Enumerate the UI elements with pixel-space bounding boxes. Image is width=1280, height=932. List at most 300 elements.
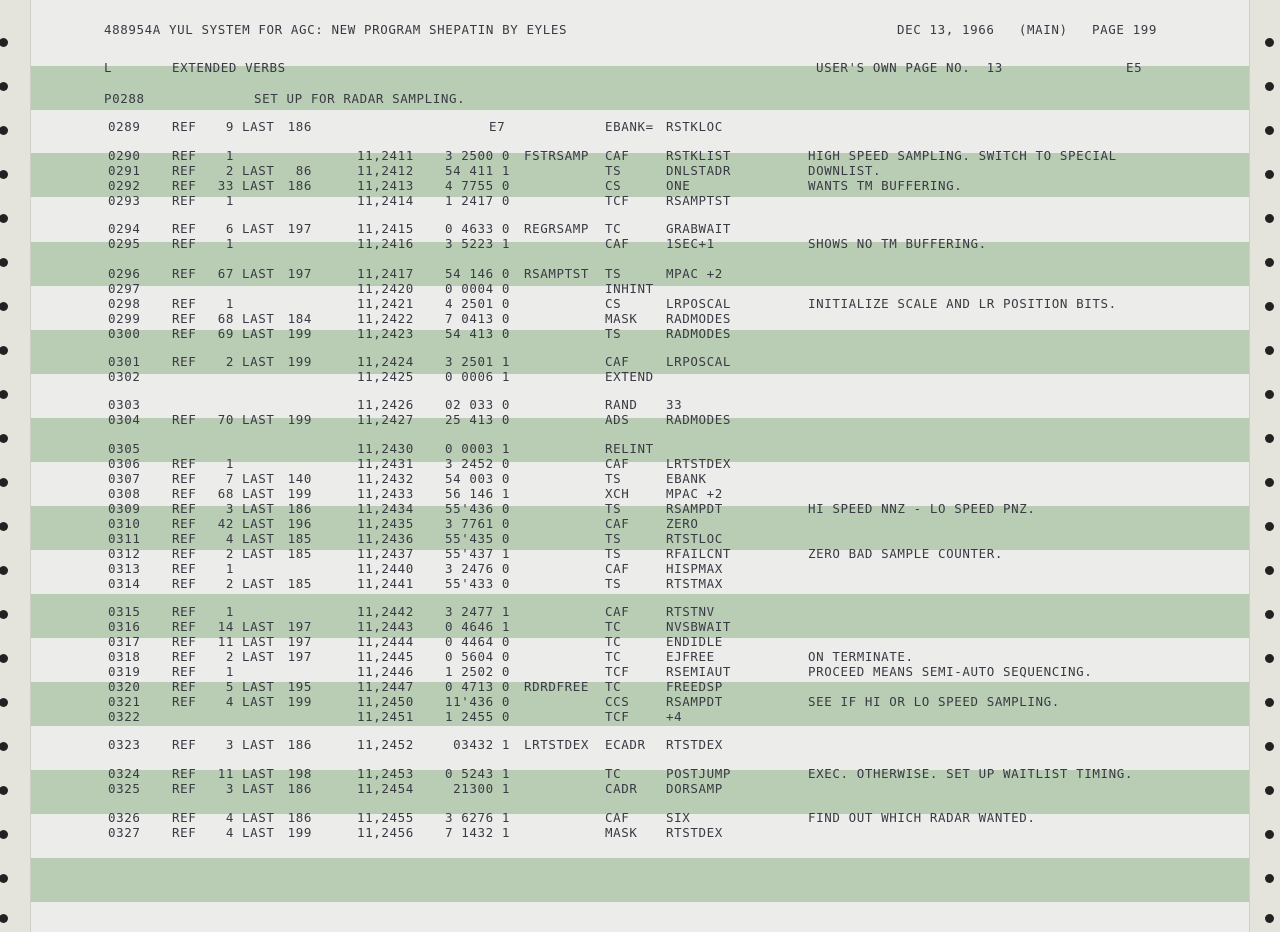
- row-cmt: PROCEED MEANS SEMI-AUTO SEQUENCING.: [808, 664, 1093, 679]
- row-addr: 11,2431: [357, 456, 414, 471]
- row-opd: ZERO: [666, 516, 699, 531]
- p-line-id: P0288: [104, 91, 145, 106]
- row-op: TS: [605, 576, 622, 591]
- row-opd: ENDIDLE: [666, 634, 723, 649]
- tractor-hole: [1265, 786, 1274, 795]
- tractor-hole: [1265, 654, 1274, 663]
- row-last: LAST: [242, 178, 275, 193]
- row-cnt: 4: [225, 531, 234, 546]
- row-opd: MPAC +2: [666, 486, 723, 501]
- row-opd: EBANK: [666, 471, 707, 486]
- row-op: TS: [605, 471, 622, 486]
- row-addr: 11,2444: [357, 634, 414, 649]
- row-cnt: 1: [225, 561, 234, 576]
- row-op: TC: [605, 221, 622, 236]
- row-code: 0 4713 0: [444, 679, 510, 694]
- row-opd: RSEMIAUT: [666, 664, 732, 679]
- row-cnt: 4: [225, 825, 234, 840]
- row-last: LAST: [242, 825, 275, 840]
- tractor-hole: [0, 566, 8, 575]
- tractor-hole: [0, 786, 8, 795]
- row-last: LAST: [242, 119, 275, 134]
- user-page-number: USER'S OWN PAGE NO. 13: [816, 60, 1003, 75]
- tractor-hole: [0, 874, 8, 883]
- row-ref: REF: [172, 471, 197, 486]
- row-last: LAST: [242, 737, 275, 752]
- row-code: 3 5223 1: [444, 236, 510, 251]
- row-cnt: 1: [225, 296, 234, 311]
- row-pg: 195: [287, 679, 312, 694]
- row-op: TS: [605, 501, 622, 516]
- row-code: 0 4633 0: [444, 221, 510, 236]
- row-ln: 0314: [108, 576, 141, 591]
- row-ln: 0320: [108, 679, 141, 694]
- row-pg: 185: [287, 546, 312, 561]
- row-addr: 11,2413: [357, 178, 414, 193]
- row-opd: ONE: [666, 178, 691, 193]
- row-op: MASK: [605, 311, 638, 326]
- row-ref: REF: [172, 649, 197, 664]
- tractor-hole: [0, 214, 8, 223]
- row-op: CAF: [605, 561, 630, 576]
- tractor-hole: [1265, 830, 1274, 839]
- row-ln: 0295: [108, 236, 141, 251]
- row-ref: REF: [172, 501, 197, 516]
- row-cnt: 33: [217, 178, 234, 193]
- row-ln: 0292: [108, 178, 141, 193]
- row-lbl: REGRSAMP: [524, 221, 590, 236]
- row-ln: 0306: [108, 456, 141, 471]
- row-op: ADS: [605, 412, 630, 427]
- row-pg: 185: [287, 531, 312, 546]
- row-cmt: EXEC. OTHERWISE. SET UP WAITLIST TIMING.: [808, 766, 1134, 781]
- row-ln: 0296: [108, 266, 141, 281]
- row-pg: 186: [287, 119, 312, 134]
- row-pg: 199: [287, 694, 312, 709]
- row-op: EBANK=: [605, 119, 654, 134]
- row-ln: 0324: [108, 766, 141, 781]
- row-addr: 11,2422: [357, 311, 414, 326]
- row-cmt: HI SPEED NNZ - LO SPEED PNZ.: [808, 501, 1036, 516]
- row-ref: REF: [172, 296, 197, 311]
- row-ln: 0311: [108, 531, 141, 546]
- row-code: 7 1432 1: [444, 825, 510, 840]
- row-addr: 11,2414: [357, 193, 414, 208]
- tractor-hole: [0, 434, 8, 443]
- row-addr: 11,2425: [357, 369, 414, 384]
- tractor-hole: [0, 346, 8, 355]
- row-ln: 0299: [108, 311, 141, 326]
- row-last: LAST: [242, 311, 275, 326]
- row-ln: 0290: [108, 148, 141, 163]
- row-last: LAST: [242, 694, 275, 709]
- row-ref: REF: [172, 486, 197, 501]
- row-ref: REF: [172, 266, 197, 281]
- row-code: 1 2455 0: [444, 709, 510, 724]
- row-cnt: 69: [217, 326, 234, 341]
- row-addr: 11,2423: [357, 326, 414, 341]
- row-cnt: 1: [225, 604, 234, 619]
- row-cnt: 68: [217, 486, 234, 501]
- row-ref: REF: [172, 163, 197, 178]
- row-last: LAST: [242, 486, 275, 501]
- row-ln: 0322: [108, 709, 141, 724]
- row-op: CADR: [605, 781, 638, 796]
- row-code: 3 6276 1: [444, 810, 510, 825]
- row-addr: 11,2437: [357, 546, 414, 561]
- tractor-hole: [0, 258, 8, 267]
- row-pg: 186: [287, 501, 312, 516]
- row-code: 4 2501 0: [444, 296, 510, 311]
- row-lbl: LRTSTDEX: [524, 737, 590, 752]
- row-opd: EJFREE: [666, 649, 715, 664]
- tractor-hole: [0, 126, 8, 135]
- row-opd: POSTJUMP: [666, 766, 732, 781]
- left-tractor-strip: [0, 0, 31, 932]
- row-ref: REF: [172, 412, 197, 427]
- row-cnt: 68: [217, 311, 234, 326]
- e7-marker: E7: [489, 119, 506, 134]
- row-opd: RTSTDEX: [666, 737, 723, 752]
- row-cmt: DOWNLIST.: [808, 163, 882, 178]
- row-addr: 11,2454: [357, 781, 414, 796]
- row-code: 55'433 0: [444, 576, 510, 591]
- row-addr: 11,2417: [357, 266, 414, 281]
- row-opd: RSAMPTST: [666, 193, 732, 208]
- row-op: CS: [605, 296, 622, 311]
- tractor-hole: [1265, 742, 1274, 751]
- row-ref: REF: [172, 221, 197, 236]
- row-ln: 0309: [108, 501, 141, 516]
- row-code: 54 146 0: [444, 266, 510, 281]
- row-ln: 0321: [108, 694, 141, 709]
- row-op: CAF: [605, 516, 630, 531]
- tractor-hole: [1265, 434, 1274, 443]
- row-last: LAST: [242, 679, 275, 694]
- row-addr: 11,2441: [357, 576, 414, 591]
- row-addr: 11,2436: [357, 531, 414, 546]
- row-ln: 0317: [108, 634, 141, 649]
- row-code: 03432 1: [453, 737, 510, 752]
- row-cnt: 1: [225, 664, 234, 679]
- row-pg: 199: [287, 354, 312, 369]
- row-addr: 11,2433: [357, 486, 414, 501]
- row-pg: 198: [287, 766, 312, 781]
- row-lbl: RDRDFREE: [524, 679, 590, 694]
- row-last: LAST: [242, 501, 275, 516]
- row-code: 54 003 0: [444, 471, 510, 486]
- row-addr: 11,2440: [357, 561, 414, 576]
- row-op: XCH: [605, 486, 630, 501]
- tractor-hole: [1265, 610, 1274, 619]
- row-pg: 197: [287, 619, 312, 634]
- row-ln: 0304: [108, 412, 141, 427]
- row-op: TS: [605, 266, 622, 281]
- tractor-hole: [0, 654, 8, 663]
- row-cnt: 42: [217, 516, 234, 531]
- row-ref: REF: [172, 694, 197, 709]
- row-addr: 11,2450: [357, 694, 414, 709]
- tractor-hole: [0, 914, 8, 923]
- row-op: TC: [605, 679, 622, 694]
- row-ref: REF: [172, 546, 197, 561]
- tractor-hole: [0, 38, 8, 47]
- row-addr: 11,2434: [357, 501, 414, 516]
- row-opd: HISPMAX: [666, 561, 723, 576]
- row-pg: 86: [295, 163, 312, 178]
- row-ln: 0315: [108, 604, 141, 619]
- row-ref: REF: [172, 737, 197, 752]
- row-ln: 0323: [108, 737, 141, 752]
- section-marker: L: [104, 60, 113, 75]
- row-ln: 0302: [108, 369, 141, 384]
- right-tractor-strip: [1249, 0, 1280, 932]
- tractor-hole: [0, 390, 8, 399]
- row-pg: 197: [287, 649, 312, 664]
- row-op: TS: [605, 163, 622, 178]
- tractor-hole: [0, 610, 8, 619]
- row-last: LAST: [242, 354, 275, 369]
- row-opd: SIX: [666, 810, 691, 825]
- row-code: 55'436 0: [444, 501, 510, 516]
- row-addr: 11,2424: [357, 354, 414, 369]
- row-last: LAST: [242, 619, 275, 634]
- tractor-hole: [1265, 874, 1274, 883]
- tractor-hole: [0, 742, 8, 751]
- row-cnt: 14: [217, 619, 234, 634]
- row-code: 0 4646 1: [444, 619, 510, 634]
- row-cnt: 3: [225, 501, 234, 516]
- row-opd: RSTKLOC: [666, 119, 723, 134]
- row-opd: LRTSTDEX: [666, 456, 732, 471]
- row-cmt: ZERO BAD SAMPLE COUNTER.: [808, 546, 1004, 561]
- tractor-hole: [1265, 126, 1274, 135]
- tractor-hole: [1265, 258, 1274, 267]
- row-opd: RSTKLIST: [666, 148, 732, 163]
- row-ln: 0327: [108, 825, 141, 840]
- page-code: E5: [1126, 60, 1143, 75]
- row-code: 3 2452 0: [444, 456, 510, 471]
- row-opd: NVSBWAIT: [666, 619, 732, 634]
- row-addr: 11,2452: [357, 737, 414, 752]
- row-pg: 186: [287, 737, 312, 752]
- row-addr: 11,2456: [357, 825, 414, 840]
- row-code: 3 2501 1: [444, 354, 510, 369]
- row-op: TS: [605, 531, 622, 546]
- row-code: 1 2502 0: [444, 664, 510, 679]
- row-addr: 11,2442: [357, 604, 414, 619]
- row-cnt: 11: [217, 766, 234, 781]
- row-ref: REF: [172, 576, 197, 591]
- row-pg: 199: [287, 486, 312, 501]
- row-last: LAST: [242, 781, 275, 796]
- row-code: 0 4464 0: [444, 634, 510, 649]
- row-op: INHINT: [605, 281, 654, 296]
- row-code: 0 0003 1: [444, 441, 510, 456]
- row-ln: 0298: [108, 296, 141, 311]
- tractor-hole: [1265, 522, 1274, 531]
- tractor-hole: [1265, 214, 1274, 223]
- row-pg: 199: [287, 326, 312, 341]
- row-cmt: SEE IF HI OR LO SPEED SAMPLING.: [808, 694, 1060, 709]
- row-ln: 0312: [108, 546, 141, 561]
- row-op: RAND: [605, 397, 638, 412]
- row-op: CAF: [605, 456, 630, 471]
- row-ln: 0319: [108, 664, 141, 679]
- row-lbl: RSAMPTST: [524, 266, 590, 281]
- row-last: LAST: [242, 546, 275, 561]
- row-ref: REF: [172, 354, 197, 369]
- row-pg: 140: [287, 471, 312, 486]
- row-ln: 0307: [108, 471, 141, 486]
- row-ln: 0291: [108, 163, 141, 178]
- row-pg: 186: [287, 178, 312, 193]
- row-code: 3 2500 0: [444, 148, 510, 163]
- row-pg: 184: [287, 311, 312, 326]
- row-last: LAST: [242, 471, 275, 486]
- row-opd: RADMODES: [666, 412, 732, 427]
- row-code: 3 7761 0: [444, 516, 510, 531]
- row-cmt: FIND OUT WHICH RADAR WANTED.: [808, 810, 1036, 825]
- row-addr: 11,2427: [357, 412, 414, 427]
- row-ref: REF: [172, 766, 197, 781]
- row-code: 0 5604 0: [444, 649, 510, 664]
- row-op: MASK: [605, 825, 638, 840]
- row-opd: GRABWAIT: [666, 221, 732, 236]
- row-ref: REF: [172, 311, 197, 326]
- row-addr: 11,2426: [357, 397, 414, 412]
- row-op: TC: [605, 766, 622, 781]
- row-ref: REF: [172, 119, 197, 134]
- row-ln: 0316: [108, 619, 141, 634]
- row-addr: 11,2451: [357, 709, 414, 724]
- row-lbl: FSTRSAMP: [524, 148, 590, 163]
- row-addr: 11,2420: [357, 281, 414, 296]
- row-last: LAST: [242, 266, 275, 281]
- row-last: LAST: [242, 163, 275, 178]
- row-op: TCF: [605, 193, 630, 208]
- row-code: 4 7755 0: [444, 178, 510, 193]
- row-code: 55'435 0: [444, 531, 510, 546]
- row-cnt: 2: [225, 163, 234, 178]
- row-cmt: SHOWS NO TM BUFFERING.: [808, 236, 987, 251]
- row-last: LAST: [242, 412, 275, 427]
- row-code: 0 0004 0: [444, 281, 510, 296]
- row-ref: REF: [172, 456, 197, 471]
- row-pg: 196: [287, 516, 312, 531]
- row-cnt: 6: [225, 221, 234, 236]
- row-op: TC: [605, 619, 622, 634]
- tractor-hole: [1265, 566, 1274, 575]
- row-addr: 11,2411: [357, 148, 414, 163]
- row-cnt: 11: [217, 634, 234, 649]
- row-opd: RADMODES: [666, 326, 732, 341]
- row-ref: REF: [172, 561, 197, 576]
- row-addr: 11,2445: [357, 649, 414, 664]
- row-opd: RSAMPDT: [666, 501, 723, 516]
- row-cnt: 70: [217, 412, 234, 427]
- row-pg: 197: [287, 266, 312, 281]
- row-ln: 0326: [108, 810, 141, 825]
- row-code: 0 0006 1: [444, 369, 510, 384]
- row-ref: REF: [172, 781, 197, 796]
- listing-date-page: DEC 13, 1966 (MAIN) PAGE 199: [897, 22, 1158, 37]
- row-last: LAST: [242, 766, 275, 781]
- row-cnt: 1: [225, 148, 234, 163]
- row-ref: REF: [172, 148, 197, 163]
- tractor-hole: [1265, 478, 1274, 487]
- tractor-hole: [1265, 346, 1274, 355]
- row-last: LAST: [242, 531, 275, 546]
- p-line-text: SET UP FOR RADAR SAMPLING.: [254, 91, 466, 106]
- row-code: 3 2477 1: [444, 604, 510, 619]
- row-ref: REF: [172, 236, 197, 251]
- row-addr: 11,2416: [357, 236, 414, 251]
- row-ln: 0303: [108, 397, 141, 412]
- row-op: CAF: [605, 354, 630, 369]
- row-op: TCF: [605, 709, 630, 724]
- tractor-hole: [0, 82, 8, 91]
- row-last: LAST: [242, 649, 275, 664]
- row-op: CAF: [605, 810, 630, 825]
- row-addr: 11,2415: [357, 221, 414, 236]
- row-code: 1 2417 0: [444, 193, 510, 208]
- row-cnt: 7: [225, 471, 234, 486]
- row-opd: RTSTMAX: [666, 576, 723, 591]
- section-title: EXTENDED VERBS: [172, 60, 286, 75]
- row-addr: 11,2446: [357, 664, 414, 679]
- row-cnt: 1: [225, 236, 234, 251]
- row-ln: 0310: [108, 516, 141, 531]
- tractor-hole: [0, 830, 8, 839]
- row-ref: REF: [172, 679, 197, 694]
- row-ln: 0294: [108, 221, 141, 236]
- row-ref: REF: [172, 825, 197, 840]
- row-opd: LRPOSCAL: [666, 296, 732, 311]
- row-last: LAST: [242, 810, 275, 825]
- row-last: LAST: [242, 634, 275, 649]
- row-code: 54 413 0: [444, 326, 510, 341]
- row-ref: REF: [172, 604, 197, 619]
- row-ref: REF: [172, 634, 197, 649]
- tractor-hole: [1265, 38, 1274, 47]
- row-code: 3 2476 0: [444, 561, 510, 576]
- row-cnt: 2: [225, 649, 234, 664]
- tractor-hole: [1265, 698, 1274, 707]
- tractor-hole: [0, 478, 8, 487]
- tractor-hole: [1265, 390, 1274, 399]
- row-cnt: 5: [225, 679, 234, 694]
- row-addr: 11,2455: [357, 810, 414, 825]
- row-ln: 0305: [108, 441, 141, 456]
- row-op: TS: [605, 326, 622, 341]
- row-addr: 11,2435: [357, 516, 414, 531]
- row-ref: REF: [172, 810, 197, 825]
- row-ln: 0297: [108, 281, 141, 296]
- row-cnt: 1: [225, 456, 234, 471]
- row-last: LAST: [242, 326, 275, 341]
- row-opd: DNLSTADR: [666, 163, 732, 178]
- row-opd: DORSAMP: [666, 781, 723, 796]
- row-opd: RTSTLOC: [666, 531, 723, 546]
- row-cmt: INITIALIZE SCALE AND LR POSITION BITS.: [808, 296, 1117, 311]
- row-cnt: 2: [225, 576, 234, 591]
- row-ref: REF: [172, 619, 197, 634]
- row-cmt: ON TERMINATE.: [808, 649, 914, 664]
- row-ln: 0313: [108, 561, 141, 576]
- row-op: CCS: [605, 694, 630, 709]
- row-opd: FREEDSP: [666, 679, 723, 694]
